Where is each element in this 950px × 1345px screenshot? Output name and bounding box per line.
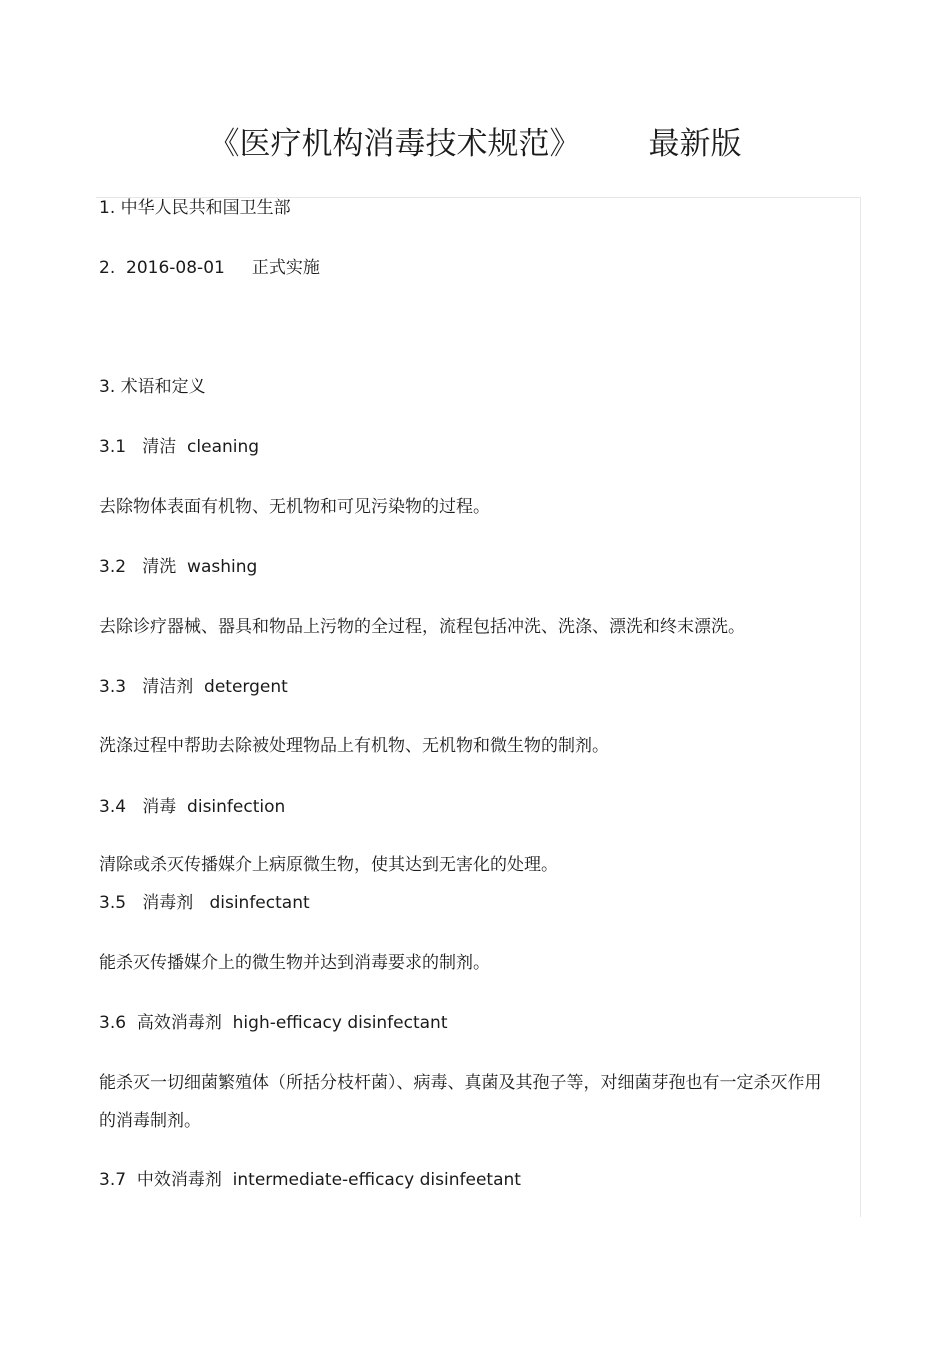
term-definition-disinfection: 清除或杀灭传播媒介上病原微生物，使其达到无害化的处理。 <box>99 855 558 875</box>
term-heading-cleaning: 3.1 清洁 cleaning <box>99 437 260 457</box>
term-definition-washing: 去除诊疗器械、器具和物品上污物的全过程，流程包括冲洗、洗涤、漂洗和终末漂洗。 <box>99 617 745 637</box>
term-heading-disinfection: 3.4 消毒 disinfection <box>99 797 286 817</box>
term-definition-high-efficacy: 能杀灭一切细菌繁殖体（所括分枝杆菌）、病毒、真菌及其孢子等，对细菌芽孢也有一定杀灭作用的消毒制剂。 <box>99 1073 822 1131</box>
document-title <box>0 122 950 166</box>
term-heading-washing: 3.2 清洗 washing <box>99 557 258 577</box>
item-effective-date: 2. 2016-08-01 正式实施 <box>99 258 320 278</box>
term-heading-high-efficacy: 3.6 高效消毒剂 high-efficacy disinfectant <box>99 1013 448 1033</box>
term-heading-detergent: 3.3 清洁剂 detergent <box>99 677 288 697</box>
item-terms-heading: 3. 术语和定义 <box>99 377 206 397</box>
term-heading-intermediate-efficacy: 3.7 中效消毒剂 intermediate-efficacy disinfeetant <box>99 1170 521 1190</box>
item-issuer: 1. 中华人民共和国卫生部 <box>99 198 291 218</box>
title-text: 《医疗机构消毒技术规范》 <box>208 126 581 162</box>
edition-label: 最新版 <box>648 126 742 162</box>
term-definition-cleaning: 去除物体表面有机物、无机物和可见污染物的过程。 <box>99 497 490 517</box>
term-definition-disinfectant: 能杀灭传播媒介上的微生物并达到消毒要求的制剂。 <box>99 953 490 973</box>
term-heading-disinfectant: 3.5 消毒剂 disinfectant <box>99 893 310 913</box>
term-definition-detergent: 洗涤过程中帮助去除被处理物品上有机物、无机物和微生物的制剂。 <box>99 736 609 756</box>
